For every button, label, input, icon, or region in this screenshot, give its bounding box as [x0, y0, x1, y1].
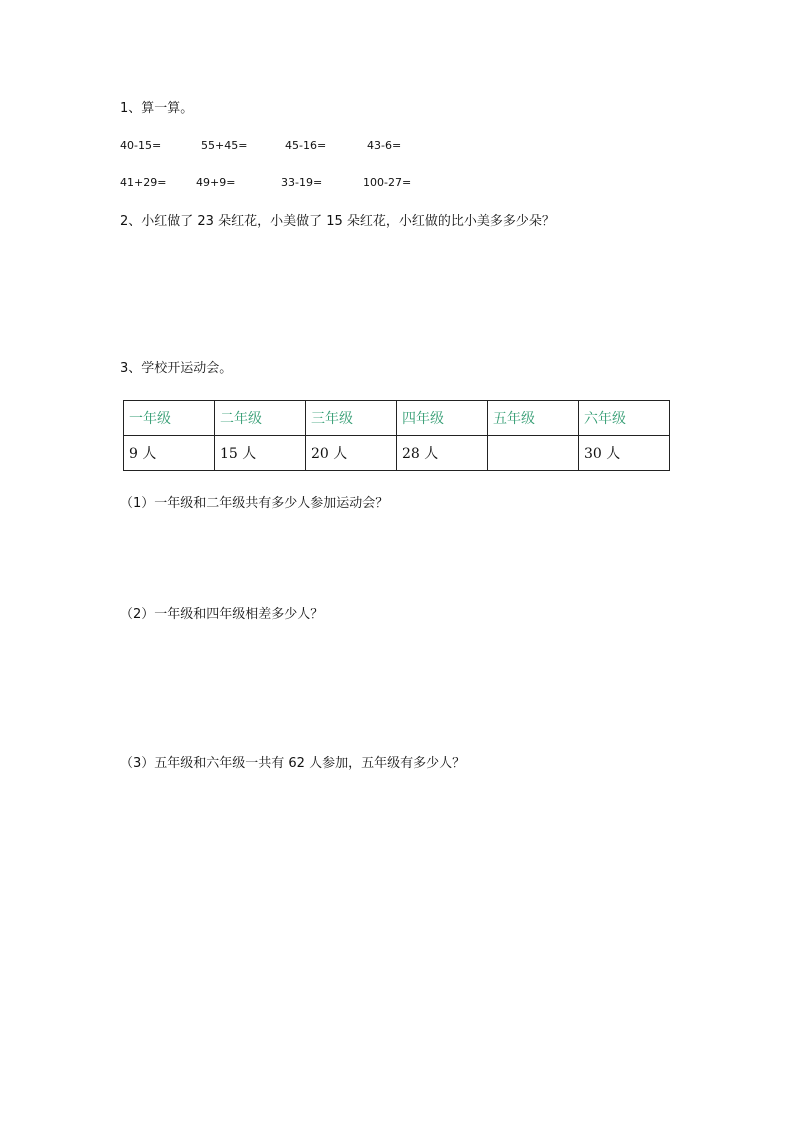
table-header-cell: 三年级 — [306, 401, 397, 436]
question-3-title: 3、学校开运动会。 — [120, 361, 233, 376]
question-3-sub-3: （3）五年级和六年级一共有 62 人参加，五年级有多少人？ — [120, 756, 466, 771]
table-cell: 15 人 — [215, 436, 306, 471]
equation: 55+45= — [201, 139, 248, 152]
question-3-sub-2: （2）一年级和四年级相差多少人？ — [120, 607, 324, 622]
table-header-row — [124, 401, 670, 436]
grade-participants-table — [123, 400, 670, 471]
table-header-cell: 四年级 — [397, 401, 488, 436]
table-row — [124, 436, 670, 471]
table-cell: 9 人 — [124, 436, 215, 471]
question-2-text: 2、小红做了 23 朵红花，小美做了 15 朵红花，小红做的比小美多多少朵？ — [120, 214, 555, 229]
equation: 41+29= — [120, 176, 167, 189]
equation: 40-15= — [120, 139, 162, 152]
table-cell-empty — [488, 436, 579, 471]
question-3-sub-1: （1）一年级和二年级共有多少人参加运动会？ — [120, 496, 389, 511]
table-header-cell: 二年级 — [215, 401, 306, 436]
table-cell: 20 人 — [306, 436, 397, 471]
question-1-title: 1、算一算。 — [120, 101, 194, 116]
table-cell: 30 人 — [579, 436, 670, 471]
equation: 33-19= — [281, 176, 323, 189]
equation: 43-6= — [367, 139, 402, 152]
table-header-cell: 六年级 — [579, 401, 670, 436]
table-cell: 28 人 — [397, 436, 488, 471]
equation: 45-16= — [285, 139, 327, 152]
equation: 100-27= — [363, 176, 412, 189]
table-header-cell: 五年级 — [488, 401, 579, 436]
table-header-cell: 一年级 — [124, 401, 215, 436]
equation: 49+9= — [196, 176, 236, 189]
